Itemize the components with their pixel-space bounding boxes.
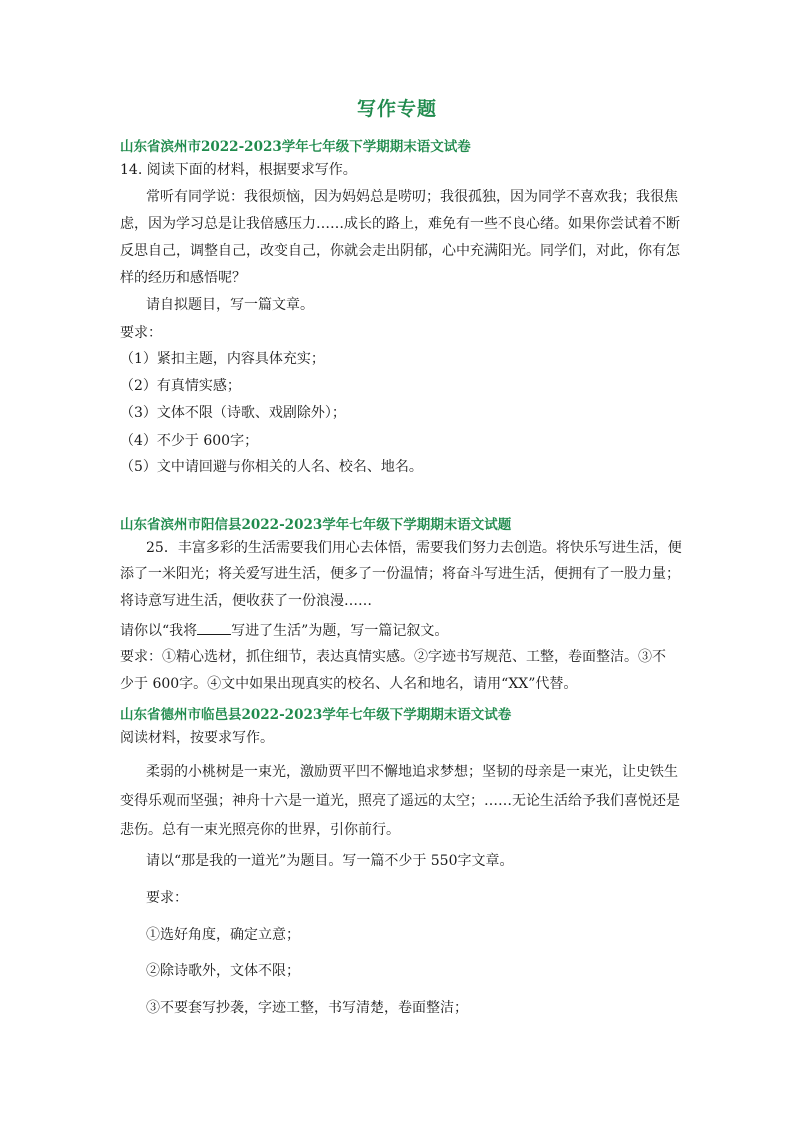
q1-instruction: 请自拟题目，写一篇文章。 <box>146 297 314 313</box>
q2-topic-line <box>120 622 448 638</box>
q1-requirements-label: 要求： <box>120 325 162 341</box>
q1-requirement-item: （2）有真情实感； <box>120 378 241 394</box>
q1-source-heading: 山东省滨州市2022-2023学年七年级下学期期末语文试卷 <box>120 139 471 155</box>
q2-topic-after: 写进了生活”为题，写一篇记叙文。 <box>231 623 449 639</box>
q2-paragraph-line: 25．丰富多彩的生活需要我们用心去体悟，需要我们努力去创造。将快乐写进生活，便 <box>146 540 682 556</box>
q1-requirement-item: （3）文体不限（诗歌、戏剧除外）； <box>120 405 346 421</box>
q3-paragraph-line: 变得乐观而坚强；神舟十六是一道光，照亮了遥远的太空；……无论生活给予我们喜悦还是 <box>120 793 680 809</box>
q3-requirement-item: ②除诗歌外，文体不限； <box>146 963 300 979</box>
q1-prompt: 14. 阅读下面的材料，根据要求写作。 <box>120 162 357 178</box>
q3-prompt: 阅读材料，按要求写作。 <box>120 730 274 746</box>
page-title: 写作专题 <box>356 98 437 120</box>
q1-paragraph-line: 虑，因为学习总是让我倍感压力……成长的路上，难免有一些不良心绪。如果你尝试着不断 <box>120 216 680 232</box>
q3-topic-line: 请以“那是我的一道光”为题目。写一篇不少于 550字文章。 <box>146 853 514 869</box>
q2-requirements-line: 要求：①精心选材，抓住细节，表达真情实感。②字迹书写规范、工整，卷面整洁。③不 <box>120 649 666 665</box>
q2-paragraph-line: 将诗意写进生活，便收获了一份浪漫…… <box>120 593 372 609</box>
q1-requirement-item: （1）紧扣主题，内容具体充实； <box>120 351 325 367</box>
q2-topic-before: 请你以“我将 <box>120 623 198 639</box>
q2-requirements-line: 少于 600字。④文中如果出现真实的校名、人名和地名，请用“XX”代替。 <box>120 676 578 692</box>
q3-paragraph-line: 悲伤。总有一束光照亮你的世界，引你前行。 <box>120 822 400 838</box>
q2-paragraph-line: 添了一米阳光；将关爱写进生活，便多了一份温情；将奋斗写进生活，便拥有了一股力量； <box>120 566 680 582</box>
q1-paragraph-line: 常听有同学说：我很烦恼，因为妈妈总是唠叨；我很孤独，因为同学不喜欢我；我很焦 <box>146 189 678 205</box>
q3-requirements-label: 要求： <box>146 890 188 906</box>
q3-requirement-item: ③不要套写抄袭，字迹工整，书写清楚，卷面整洁； <box>146 1000 468 1016</box>
q3-paragraph-line: 柔弱的小桃树是一束光，激励贾平凹不懈地追求梦想；坚韧的母亲是一束光，让史铁生 <box>146 764 678 780</box>
q1-requirement-item: （4）不少于 600字； <box>120 433 259 449</box>
q3-requirement-item: ①选好角度，确定立意； <box>146 927 300 943</box>
q1-requirement-item: （5）文中请回避与你相关的人名、校名、地名。 <box>120 459 423 475</box>
q1-paragraph-line: 反思自己，调整自己，改变自己，你就会走出阴郁，心中充满阳光。同学们，对此，你有怎 <box>120 243 680 259</box>
q2-source-heading: 山东省滨州市阳信县2022-2023学年七年级下学期期末语文试题 <box>120 517 512 533</box>
q1-paragraph-line: 样的经历和感悟呢？ <box>120 270 246 286</box>
q3-source-heading: 山东省德州市临邑县2022-2023学年七年级下学期期末语文试卷 <box>120 707 512 723</box>
fill-in-blank <box>197 622 231 635</box>
